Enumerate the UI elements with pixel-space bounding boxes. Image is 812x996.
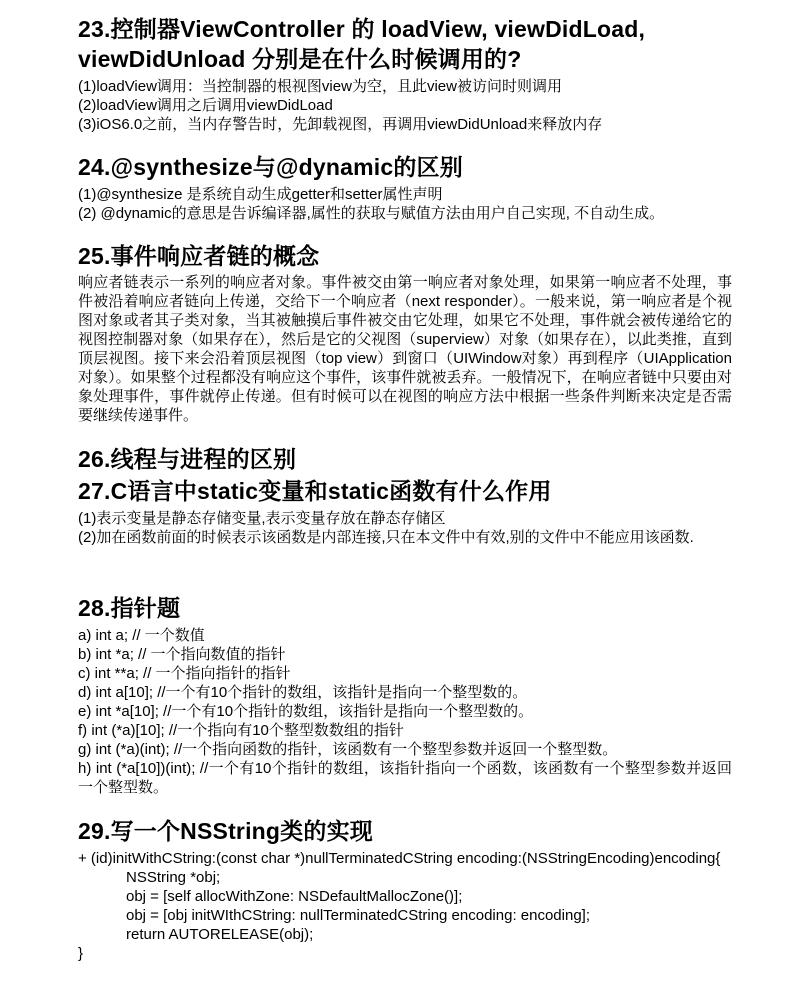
code-line-init: obj = [obj initWIthCString: nullTerminatedCString encoding: encoding]; bbox=[126, 907, 591, 924]
section-28-line-a: a) int a; // 一个数值 bbox=[78, 627, 205, 644]
section-27-line-2: (2)加在函数前面的时候表示该函数是内部连接,只在本文件中有效,别的文件中不能应用该函数. bbox=[78, 529, 694, 546]
section-24-line-2: (2) @dynamic的意思是告诉编译器,属性的获取与赋值方法由用户自己实现, 不自动生成。 bbox=[78, 205, 665, 222]
section-28-line-b: b) int *a; // 一个指向数值的指针 bbox=[78, 646, 286, 663]
section-28-line-c: c) int **a; // 一个指向指针的指针 bbox=[78, 665, 291, 682]
section-28 bbox=[78, 593, 732, 797]
section-23-line-3: (3)iOS6.0之前，当内存警告时，先卸载视图，再调用viewDidUnload来释放内存 bbox=[78, 116, 603, 133]
code-line-alloc: obj = [self allocWithZone: NSDefaultMallocZone()]; bbox=[126, 888, 463, 905]
section-29 bbox=[78, 816, 732, 963]
section-27-title: 27.C语言中static变量和static函数有什么作用 bbox=[78, 478, 552, 504]
section-24-title: 24.@synthesize与@dynamic的区别 bbox=[78, 154, 463, 180]
section-23-title-line2: viewDidUnload 分别是在什么时候调用的? bbox=[78, 46, 522, 72]
section-25 bbox=[78, 241, 732, 425]
section-23-line-1: (1)loadView调用：当控制器的根视图view为空，且此view被访问时则调用 bbox=[78, 78, 562, 95]
code-line-close-brace: } bbox=[78, 945, 84, 962]
section-27-line-1: (1)表示变量是静态存储变量,表示变量存放在静态存储区 bbox=[78, 510, 446, 527]
section-26 bbox=[78, 444, 732, 474]
code-block bbox=[78, 849, 732, 963]
section-27 bbox=[78, 476, 732, 547]
section-28-line-h: h) int (*a[10])(int); //一个有10个指针的数组，该指针指向一个函数，该函数有一个整型参数并返回一个整型数。 bbox=[78, 760, 732, 796]
section-26-title: 26.线程与进程的区别 bbox=[78, 446, 297, 472]
code-line-signature: + (id)initWithCString:(const char *)nullTerminatedCString encoding:(NSStringEncoding)encoding{ bbox=[78, 850, 721, 867]
section-28-title: 28.指针题 bbox=[78, 595, 181, 621]
section-23-line-2: (2)loadView调用之后调用viewDidLoad bbox=[78, 97, 333, 114]
section-28-line-e: e) int *a[10]; //一个有10个指针的数组，该指针是指向一个整型数的。 bbox=[78, 703, 534, 720]
section-23 bbox=[78, 14, 732, 134]
section-23-title-line1: 23.控制器ViewController 的 loadView, viewDidLoad, bbox=[78, 16, 646, 42]
code-line-declare: NSString *obj; bbox=[126, 869, 221, 886]
section-24-line-1: (1)@synthesize 是系统自动生成getter和setter属性声明 bbox=[78, 186, 443, 203]
section-29-title: 29.写一个NSString类的实现 bbox=[78, 818, 373, 844]
section-28-line-g: g) int (*a)(int); //一个指向函数的指针，该函数有一个整型参数并返回一个整型数。 bbox=[78, 741, 618, 758]
code-line-return: return AUTORELEASE(obj); bbox=[126, 926, 314, 943]
section-25-body: 响应者链表示一系列的响应者对象。事件被交由第一响应者对象处理，如果第一响应者不处理，事件被沿着响应者链向上传递，交给下一个响应者（next responder）。一般来说，第一响应者是个视图对象或者其子类对象，当其被触摸后事件被交由它处理，如果它不处理，事件就会被传递给它的视图控制器对象（如果存在），然后是它的父视图（superview）对象（如果存在），以此类推，直到顶层视图。接下来会沿着顶层视图（top view）到窗口（UIWindow对象）再到程序（UIApplication对象）。如果整个过程都没有响应这个事件，该事件就被丢弃。一般情况下，在响应者链中只要由对象处理事件，事件就停止传递。但有时候可以在视图的响应方法中根据一些条件判断来决定是否需要继续传递事件。 bbox=[78, 274, 732, 424]
section-25-title: 25.事件响应者链的概念 bbox=[78, 243, 320, 269]
section-24 bbox=[78, 152, 732, 223]
section-28-line-d: d) int a[10]; //一个有10个指针的数组，该指针是指向一个整型数的。 bbox=[78, 684, 528, 701]
section-28-line-f: f) int (*a)[10]; //一个指向有10个整型数数组的指针 bbox=[78, 722, 404, 739]
